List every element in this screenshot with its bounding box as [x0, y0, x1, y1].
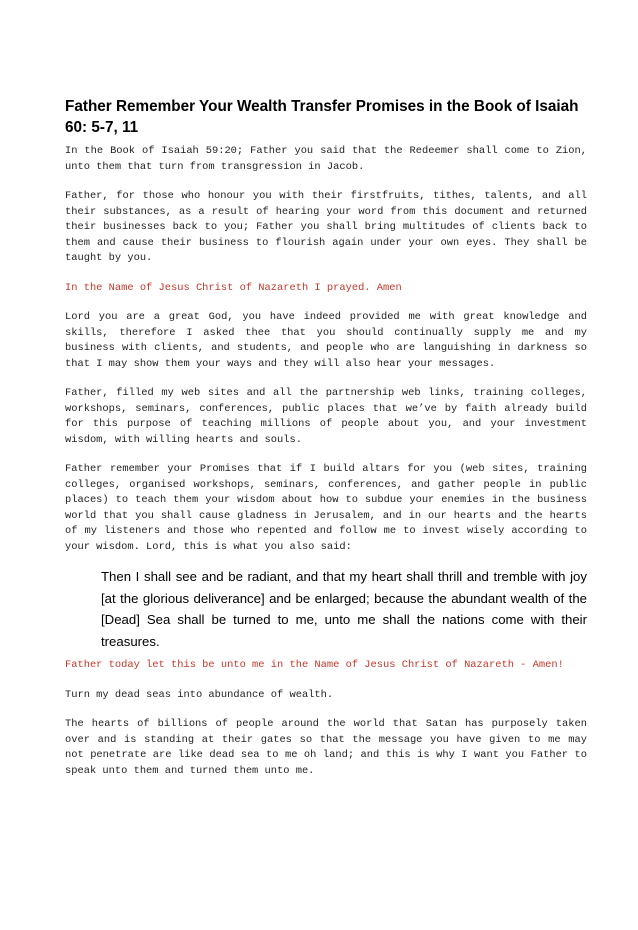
prayer-amen-1: In the Name of Jesus Christ of Nazareth I prayed. Amen: [65, 281, 402, 294]
paragraph-redeemer: In the Book of Isaiah 59:20; Father you said that the Redeemer shall come to Zion, unto them that turn from transgression in Jacob.: [65, 145, 587, 173]
paragraph-promises: Father remember your Promises that if I build altars for you (web sites, training colleges, organised workshops, seminars, conferences, and gather people in public places) to teach them your wisdom about how to subdue your enemies in the business world that you shall cause gladness in Jerusalem, and in our hearts and the hearts of my listeners and those who repented and follow me to invest wisely according to your wisdom. Lord, this is what you also said:: [65, 463, 587, 553]
paragraph-firstfruits: Father, for those who honour you with their firstfruits, tithes, talents, and all their substances, as a result of hearing your word from this document and returned their businesses back to you; Father you shall bring multitudes of clients back to them and cause their business to flourish again under your own eyes. They shall be taught by you.: [65, 190, 587, 264]
paragraph-great-god: Lord you are a great God, you have indeed provided me with great knowledge and skills, therefore I asked thee that you should continually supply me and my business with clients, and students, and people who are languishing in darkness so that I may show them your ways and they will also hear your messages.: [65, 311, 587, 370]
paragraph-dead-seas: Turn my dead seas into abundance of wealth.: [65, 688, 334, 701]
document-title: Father Remember Your Wealth Transfer Promises in the Book of Isaiah 60: 5-7, 11: [65, 98, 579, 136]
scripture-quote: Then I shall see and be radiant, and that my heart shall thrill and tremble with joy [at the glorious deliverance] and be enlarged; because the abundant wealth of the [Dead] Sea shall be turned to me, unto me shall the nations come with their treasures.: [101, 569, 587, 649]
paragraph-web-sites: Father, filled my web sites and all the partnership web links, training colleges, workshops, seminars, conferences, public places that we’ve by faith already build for this purpose of teaching millions of people about you, and your investment wisdom, with willing hearts and souls.: [65, 387, 587, 446]
paragraph-hearts: The hearts of billions of people around the world that Satan has purposely taken over and is standing at their gates so that the message you have given to me may not penetrate are like dead sea to me oh land; and this is why I want you Father to speak unto them and turned them unto me.: [65, 718, 587, 777]
document-page: [65, 96, 587, 793]
prayer-amen-2: Father today let this be unto me in the Name of Jesus Christ of Nazareth - Amen!: [65, 659, 564, 671]
